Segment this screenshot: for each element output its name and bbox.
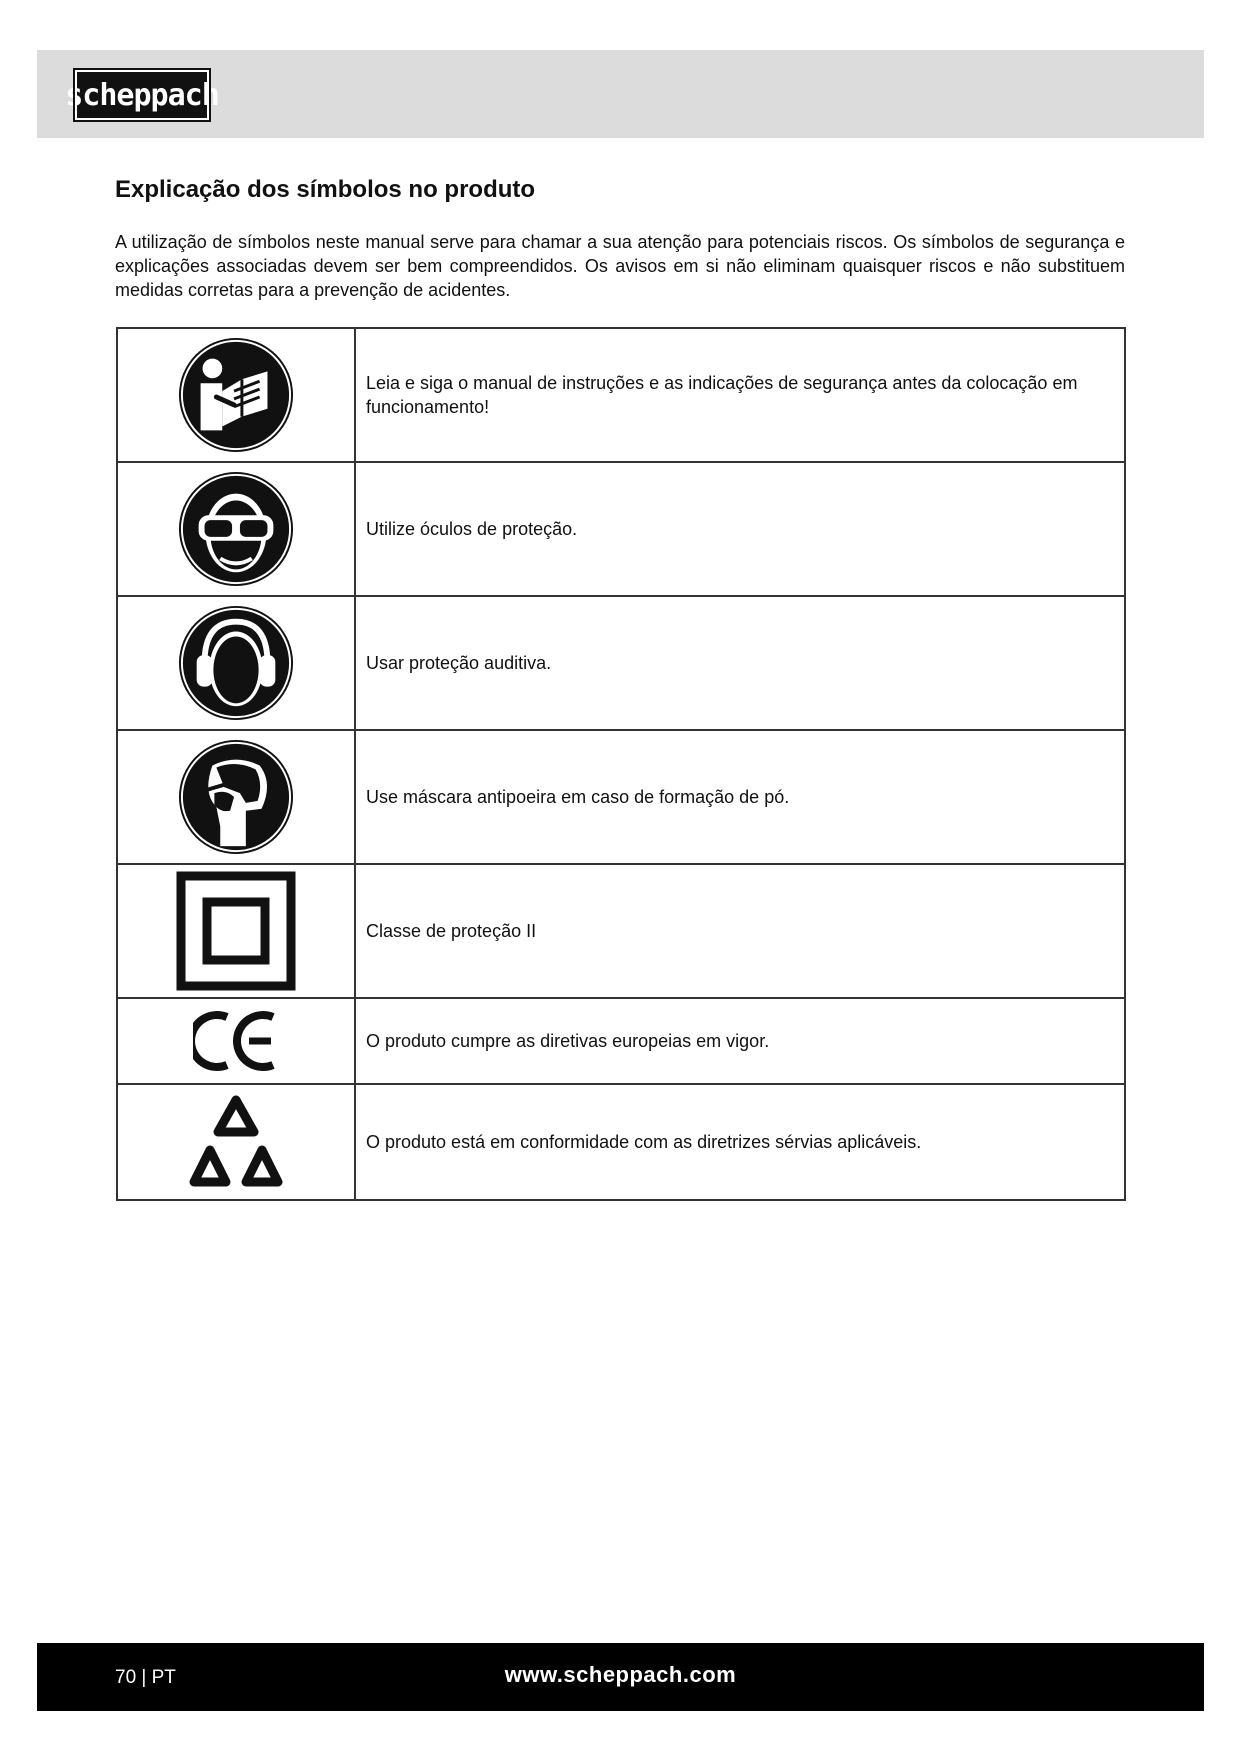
safety-goggles-icon <box>177 470 295 588</box>
table-row <box>117 462 1125 596</box>
symbol-description: Utilize óculos de proteção. <box>355 462 1125 596</box>
table-row <box>117 730 1125 864</box>
icon-cell <box>117 998 355 1084</box>
table-row <box>117 998 1125 1084</box>
symbol-description: Classe de proteção II <box>355 864 1125 998</box>
header-bar <box>37 50 1204 138</box>
intro-paragraph: A utilização de símbolos neste manual serve para chamar a sua atenção para potenciais riscos. Os símbolos de segurança e explicações associadas devem ser bem compreendidos. Os avisos em si não eliminam quaisquer riscos e não substituem medidas corretas para a prevenção de acidentes. <box>115 232 1125 300</box>
symbol-description: O produto cumpre as diretivas europeias em vigor. <box>355 998 1125 1084</box>
page-number: 70 | PT <box>115 1667 176 1688</box>
icon-cell <box>117 730 355 864</box>
symbol-description: Usar proteção auditiva. <box>355 596 1125 730</box>
symbols-table <box>116 327 1126 1201</box>
table-row <box>117 1084 1125 1200</box>
website-link[interactable]: www.scheppach.com <box>504 1662 737 1687</box>
protection-class-ii-icon <box>176 871 296 991</box>
serbian-conformity-icon <box>186 1094 286 1190</box>
footer-bar <box>37 1643 1204 1711</box>
icon-cell <box>117 864 355 998</box>
hearing-protection-icon <box>177 604 295 722</box>
table-row <box>117 596 1125 730</box>
table-row <box>117 864 1125 998</box>
dust-mask-icon <box>177 738 295 856</box>
icon-cell <box>117 328 355 462</box>
symbol-description: Leia e siga o manual de instruções e as indicações de segurança antes da colocação em funcionamento! <box>355 328 1125 462</box>
icon-cell <box>117 596 355 730</box>
symbol-description: O produto está em conformidade com as diretrizes sérvias aplicáveis. <box>355 1084 1125 1200</box>
page-title: Explicação dos símbolos no produto <box>115 176 536 203</box>
icon-cell <box>117 1084 355 1200</box>
ce-mark-icon <box>193 1009 279 1073</box>
symbol-description: Use máscara antipoeira em caso de formação de pó. <box>355 730 1125 864</box>
scheppach-logo: scheppach <box>75 70 209 120</box>
table-row <box>117 328 1125 462</box>
read-manual-icon <box>177 336 295 454</box>
icon-cell <box>117 462 355 596</box>
